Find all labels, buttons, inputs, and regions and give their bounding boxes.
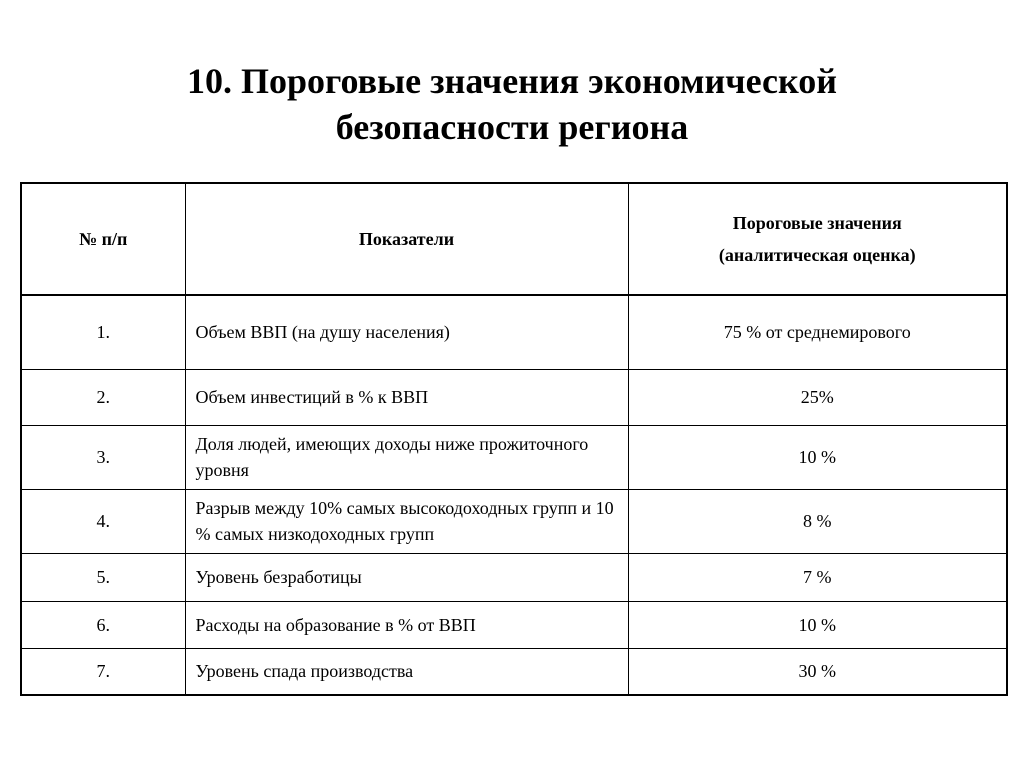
table-row (21, 553, 1007, 601)
page-title-line-2: безопасности региона (335, 107, 689, 147)
row-threshold-value: 30 % (628, 648, 1007, 695)
row-number: 5. (21, 553, 185, 601)
table-row (21, 648, 1007, 695)
row-number: 1. (21, 295, 185, 369)
row-indicator: Разрыв между 10% самых высокодоходных групп и 10 % самых низкодоходных групп (185, 489, 628, 553)
row-number: 3. (21, 425, 185, 489)
header-threshold (628, 183, 1007, 295)
row-threshold-value: 25% (628, 369, 1007, 425)
row-threshold-value: 10 % (628, 601, 1007, 648)
row-number: 7. (21, 648, 185, 695)
table-row (21, 489, 1007, 553)
row-threshold-value: 75 % от среднемирового (628, 295, 1007, 369)
row-number: 4. (21, 489, 185, 553)
row-indicator: Уровень спада производства (185, 648, 628, 695)
row-threshold-value: 8 % (628, 489, 1007, 553)
row-indicator: Объем инвестиций в % к ВВП (185, 369, 628, 425)
row-threshold-value: 10 % (628, 425, 1007, 489)
page-title-line-1: 10. Пороговые значения экономической (187, 61, 837, 101)
row-indicator: Доля людей, имеющих доходы ниже прожиточного уровня (185, 425, 628, 489)
table-row (21, 425, 1007, 489)
thresholds-table (20, 182, 1008, 696)
header-threshold-line-2: (аналитическая оценка) (718, 245, 916, 265)
table-row (21, 369, 1007, 425)
row-indicator: Объем ВВП (на душу населения) (185, 295, 628, 369)
row-indicator: Расходы на образование в % от ВВП (185, 601, 628, 648)
row-number: 2. (21, 369, 185, 425)
thresholds-table-container (20, 182, 1006, 696)
header-num: № п/п (21, 183, 185, 295)
row-indicator: Уровень безработицы (185, 553, 628, 601)
header-indicator: Показатели (185, 183, 628, 295)
row-number: 6. (21, 601, 185, 648)
row-threshold-value: 7 % (628, 553, 1007, 601)
table-row (21, 295, 1007, 369)
header-threshold-line-1: Пороговые значения (732, 213, 902, 233)
table-row (21, 601, 1007, 648)
table-header-row (21, 183, 1007, 295)
page-title (0, 58, 1024, 150)
